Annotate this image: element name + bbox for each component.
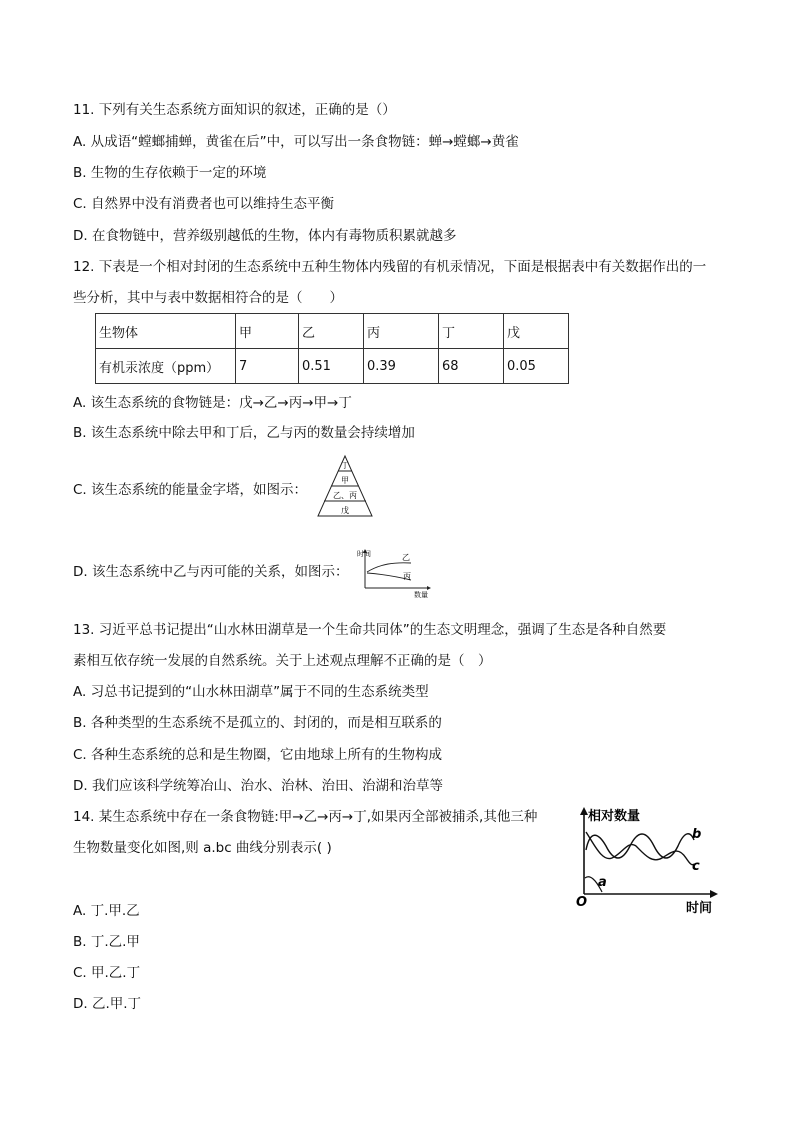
table-cell: 丁 (439, 314, 504, 349)
mercury-table (95, 313, 569, 384)
q11-stem: 11. 下列有关生态系统方面知识的叙述，正确的是（） (73, 102, 396, 118)
q11-option-c: C. 自然界中没有消费者也可以维持生态平衡 (73, 196, 335, 212)
curve-yi (367, 563, 411, 572)
q13-stem-line1: 13. 习近平总书记提出“山水林田湖草是一个生命共同体”的生态文明理念，强调了生态是各种自然要 (73, 622, 667, 638)
pyramid-label: 乙、丙 (333, 491, 357, 500)
q13-option-a: A. 习总书记提到的“山水林田湖草”属于不同的生态系统类型 (73, 684, 429, 700)
table-cell: 有机汞浓度（ppm） (96, 349, 236, 384)
table-cell: 生物体 (96, 314, 236, 349)
relationship-graph (356, 548, 434, 598)
q12-option-a: A. 该生态系统的食物链是：戊→乙→丙→甲→丁 (73, 395, 352, 411)
q14-stem-line2: 生物数量变化如图,则 a.bc 曲线分别表示( ) (73, 840, 332, 856)
pyramid-label: 丁 (341, 461, 349, 470)
table-row (96, 349, 569, 384)
graph-x-label: 时间 (686, 901, 713, 916)
curve-label: 丙 (403, 572, 411, 581)
table-cell: 戊 (504, 314, 569, 349)
table-cell: 68 (439, 349, 504, 384)
q11-option-d: D. 在食物链中，营养级别越低的生物，体内有毒物质积累就越多 (73, 228, 457, 244)
q12-option-d: D. 该生态系统中乙与丙可能的关系，如图示： (73, 564, 349, 580)
graph-y-label: 时间 (357, 550, 371, 558)
energy-pyramid-diagram (316, 454, 374, 520)
graph-origin: O (576, 895, 588, 910)
q12-option-c: C. 该生态系统的能量金字塔，如图示： (73, 482, 308, 498)
table-header-row (96, 314, 569, 349)
table-cell: 0.51 (299, 349, 364, 384)
table-cell: 7 (236, 349, 299, 384)
curve-label-c: c (692, 859, 700, 874)
table-cell: 0.39 (364, 349, 439, 384)
q11-option-a: A. 从成语“螳螂捕蝉，黄雀在后”中，可以写出一条食物链：蝉→螳螂→黄雀 (73, 134, 519, 150)
q13-option-c: C. 各种生态系统的总和是生物圈，它由地球上所有的生物构成 (73, 747, 443, 763)
q13-option-b: B. 各种类型的生态系统不是孤立的、封闭的，而是相互联系的 (73, 715, 442, 731)
table-cell: 丙 (364, 314, 439, 349)
q14-option-d: D. 乙.甲.丁 (73, 996, 142, 1012)
q14-option-a: A. 丁.甲.乙 (73, 903, 140, 919)
q12-stem-line2: 些分析，其中与表中数据相符合的是（ ） (73, 290, 343, 306)
q12-option-b: B. 该生态系统中除去甲和丁后，乙与丙的数量会持续增加 (73, 425, 415, 441)
curve-b (586, 834, 694, 858)
curve-label-a: a (598, 875, 607, 890)
curve-label-b: b (692, 827, 702, 842)
q14-stem-line1: 14. 某生态系统中存在一条食物链:甲→乙→丙→丁,如果丙全部被捕杀,其他三种 (73, 809, 538, 825)
q14-option-c: C. 甲.乙.丁 (73, 965, 141, 981)
curve-c (586, 832, 694, 865)
graph-y-label: 相对数量 (588, 809, 641, 824)
q13-option-d: D. 我们应该科学统筹冶山、治水、治林、治田、治湖和治草等 (73, 778, 443, 794)
graph-x-label: 数量 (414, 591, 428, 598)
table-cell: 甲 (236, 314, 299, 349)
q13-stem-line2: 素相互依存统一发展的自然系统。关于上述观点理解不正确的是（ ） (73, 653, 492, 669)
population-graph (572, 802, 722, 916)
table-cell: 0.05 (504, 349, 569, 384)
curve-label: 乙 (402, 553, 410, 562)
q14-option-b: B. 丁.乙.甲 (73, 934, 140, 950)
pyramid-label: 戊 (341, 506, 349, 515)
table-cell: 乙 (299, 314, 364, 349)
q11-option-b: B. 生物的生存依赖于一定的环境 (73, 165, 267, 181)
pyramid-label: 甲 (341, 476, 349, 485)
q12-stem-line1: 12. 下表是一个相对封闭的生态系统中五种生物体内残留的有机汞情况，下面是根据表中有关数据作出的一 (73, 259, 707, 275)
